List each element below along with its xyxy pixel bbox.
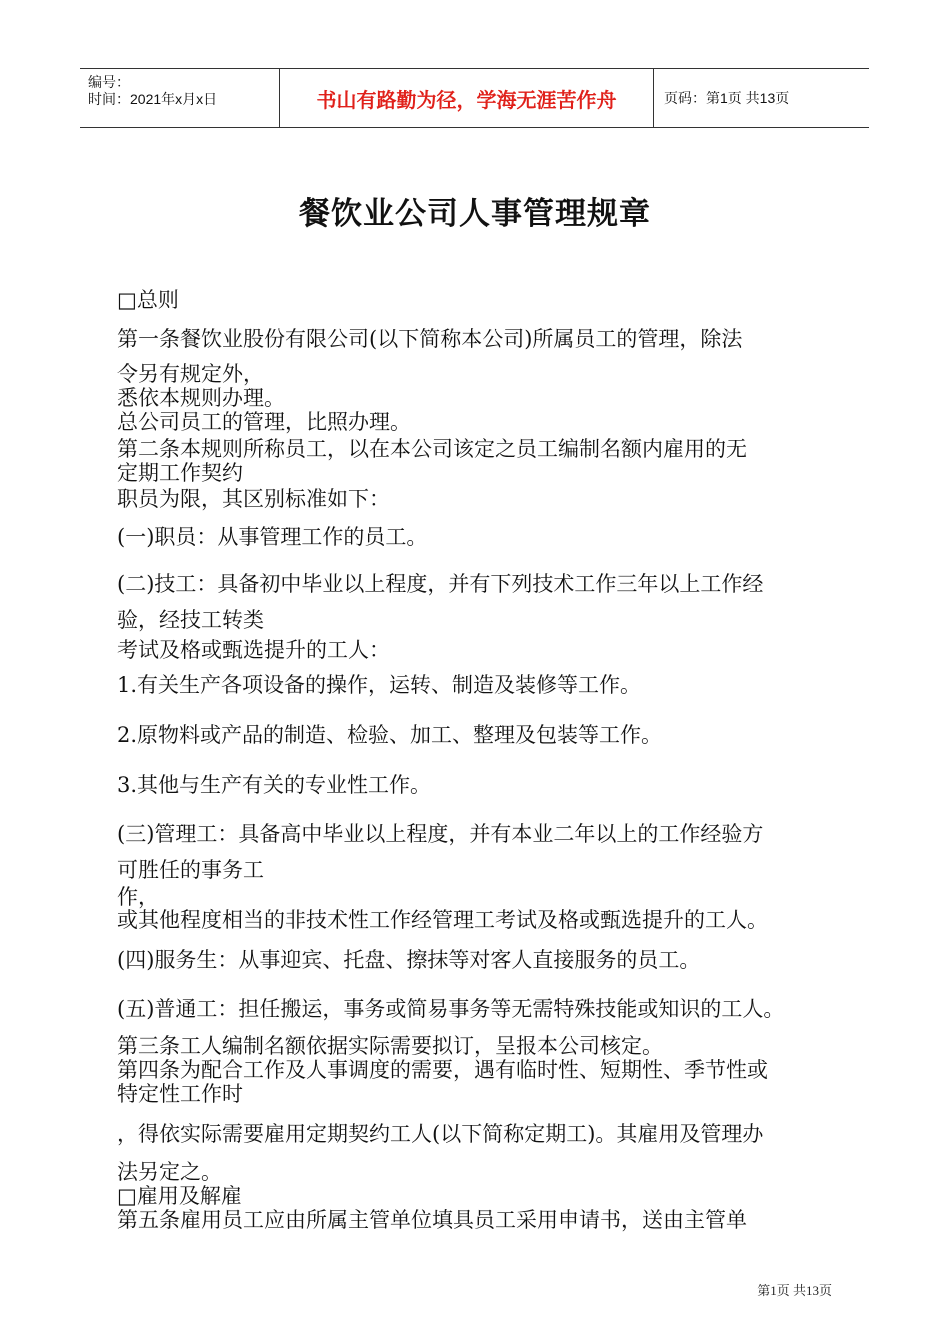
list-item: 2.原物料或产品的制造、检验、加工、整理及包装等工作。 [117,723,663,747]
body-line: 总公司员工的管理，比照办理。 [117,410,411,434]
page-footer: 第1页 共13页 [757,1283,832,1298]
body-line: 考试及格或甄选提升的工人： [117,638,390,662]
body-line: 第二条本规则所称员工，以在本公司该定之员工编制名额内雇用的无 [117,437,747,461]
header-meta [80,69,280,127]
section-heading-general: □总则 [117,288,179,312]
body-line: 定期工作契约 [117,461,243,485]
document-date: 时间：2021年x月x日 [88,91,218,107]
body-line: 第一条餐饮业股份有限公司(以下简称本公司)所属员工的管理，除法 [117,327,743,351]
body-line: 悉依本规则办理。 [117,386,285,410]
body-line: ，得依实际需要雇用定期契约工人(以下简称定期工)。其雇用及管理办 [117,1122,764,1146]
body-line: 特定性工作时 [117,1082,243,1106]
document-title: 餐饮业公司人事管理规章 [299,196,651,232]
body-line: 第五条雇用员工应由所属主管单位填具员工采用申请书，送由主管单 [117,1208,747,1232]
body-line: 令另有规定外， [117,362,264,386]
body-line: (二)技工：具备初中毕业以上程度，并有下列技术工作三年以上工作经 [117,572,764,596]
list-item: 3.其他与生产有关的专业性工作。 [117,773,432,797]
body-line: 作， [117,885,159,909]
header-page-number: 页码：第1页 共13页 [664,90,790,106]
body-line: 可胜任的事务工 [117,858,264,882]
header-motto: 书山有路勤为径，学海无涯苦作舟 [280,69,654,127]
body-line: 职员为限，其区别标准如下： [117,487,390,511]
page-header [80,68,869,128]
body-line: (四)服务生：从事迎宾、托盘、擦抹等对客人直接服务的员工。 [117,948,701,972]
body-line: (三)管理工：具备高中毕业以上程度，并有本业二年以上的工作经验方 [117,822,764,846]
list-item: 1.有关生产各项设备的操作，运转、制造及装修等工作。 [117,673,642,697]
document-number: 编号： [88,74,130,90]
section-heading-employment: □雇用及解雇 [117,1184,242,1208]
body-line: 验，经技工转类 [117,608,264,632]
body-line: (一)职员：从事管理工作的员工。 [117,525,428,549]
body-line: 第三条工人编制名额依据实际需要拟订，呈报本公司核定。 [117,1034,663,1058]
body-line: 或其他程度相当的非技术性工作经管理工考试及格或甄选提升的工人。 [117,908,768,932]
body-line: 法另定之。 [117,1160,222,1184]
body-line: 第四条为配合工作及人事调度的需要，遇有临时性、短期性、季节性或 [117,1058,768,1082]
body-line: (五)普通工：担任搬运，事务或简易事务等无需特殊技能或知识的工人。 [117,997,785,1021]
